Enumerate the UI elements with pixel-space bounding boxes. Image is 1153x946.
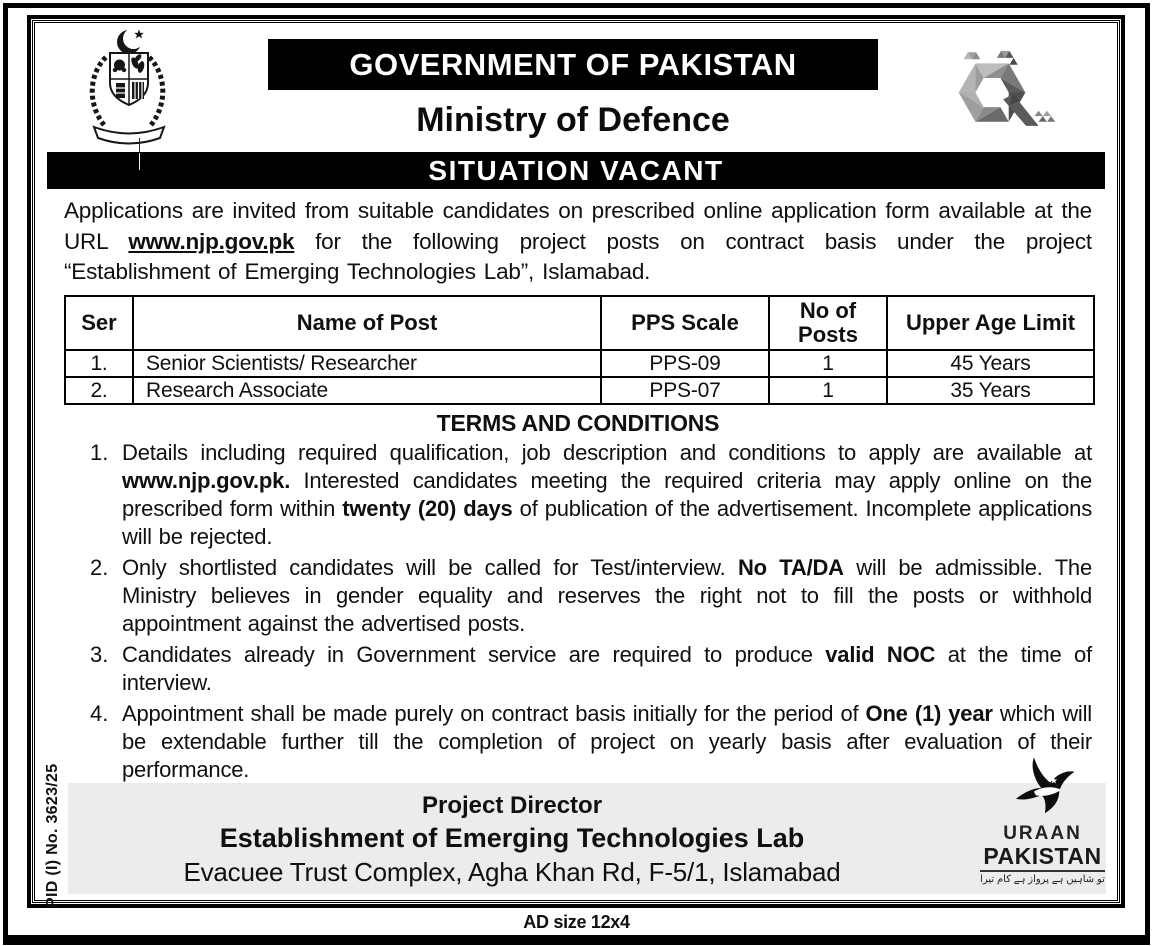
col-header-posts: No of Posts	[769, 296, 887, 350]
pakistan-emblem-icon	[80, 27, 175, 145]
col-header-age: Upper Age Limit	[887, 296, 1094, 350]
table-cell: Research Associate	[133, 377, 601, 404]
terms-item-text: Only shortlisted candidates will be called for Test/interview. No TA/DA will be admissible. The Ministry believes in gender equality and reserves the right not to fill the posts or withhold appointment against the advertised posts.	[122, 555, 1092, 636]
government-of-pakistan-bar: GOVERNMENT OF PAKISTAN	[268, 39, 878, 90]
terms-item-number: 4.	[90, 701, 109, 726]
ministry-title: Ministry of Defence	[416, 101, 730, 139]
situation-vacant-banner: SITUATION VACANT	[47, 152, 1105, 189]
uraan-pakistan-logo	[980, 752, 1105, 886]
col-header-pps: PPS Scale	[601, 296, 769, 350]
terms-item	[64, 439, 1092, 551]
terms-item	[64, 554, 1092, 638]
table-cell: 45 Years	[887, 350, 1094, 377]
table-cell: PPS-09	[601, 350, 769, 377]
table-cell: 1	[769, 377, 887, 404]
uraan-falcon-icon	[1006, 752, 1080, 824]
terms-item	[64, 700, 1092, 784]
table-row	[65, 350, 1094, 377]
uraan-label: URAAN	[1003, 823, 1082, 844]
table-cell: PPS-07	[601, 377, 769, 404]
terms-item-number: 3.	[90, 642, 109, 667]
footer-box	[68, 783, 1106, 894]
footer-text-block	[68, 790, 956, 889]
terms-item-number: 2.	[90, 555, 109, 580]
emblem-tassel-line	[139, 138, 140, 152]
table-cell: 2.	[65, 377, 133, 404]
col-header-ser: Ser	[65, 296, 133, 350]
table-cell: Senior Scientists/ Researcher	[133, 350, 601, 377]
col-header-name: Name of Post	[133, 296, 601, 350]
terms-list	[64, 439, 1092, 787]
pid-number: PID (I) No. 3623/25	[44, 763, 61, 908]
table-header-row	[65, 296, 1094, 350]
pakistan-label: PAKISTAN	[983, 843, 1102, 869]
emblem-tassel-line-on-bar	[139, 153, 140, 170]
ad-size-caption: AD size 12x4	[523, 912, 630, 932]
table-cell: 1.	[65, 350, 133, 377]
intro-paragraph: Applications are invited from suitable candidates on prescribed online application form available at the URL www.njp.gov.pk for the following project posts on contract basis under the project “Establishment of Emerging Technologies Lab”, Islamabad.	[64, 198, 1092, 284]
njp-hexagon-logo-icon	[933, 36, 1065, 138]
terms-item-text: Appointment shall be made purely on contract basis initially for the period of One (1) year which will be extendable further till the completion of project on yearly basis after evaluation of their performance.	[122, 701, 1092, 782]
address-line: Evacuee Trust Complex, Agha Khan Rd, F-5/1, Islamabad	[183, 857, 841, 887]
table-row	[65, 377, 1094, 404]
terms-item-text: Candidates already in Government service are required to produce valid NOC at the time of interview.	[122, 642, 1092, 695]
table-cell: 1	[769, 350, 887, 377]
terms-item-text: Details including required qualification, job description and conditions to apply are available at www.njp.gov.pk. Interested candidates meeting the required criteria may apply online on the prescribed form within twenty (20) days of publication of the advertisement. Incomplete applications will be rejected.	[122, 440, 1092, 549]
terms-heading: TERMS AND CONDITIONS	[436, 410, 720, 436]
project-director-line: Project Director	[421, 792, 603, 819]
posts-table	[64, 295, 1095, 405]
terms-item-number: 1.	[90, 440, 109, 465]
project-name-line: Establishment of Emerging Technologies Lab	[219, 823, 805, 853]
uraan-urdu-tagline: تو شاہیں ہے پرواز ہے کام تیرا	[980, 870, 1105, 886]
table-cell: 35 Years	[887, 377, 1094, 404]
terms-item	[64, 641, 1092, 697]
